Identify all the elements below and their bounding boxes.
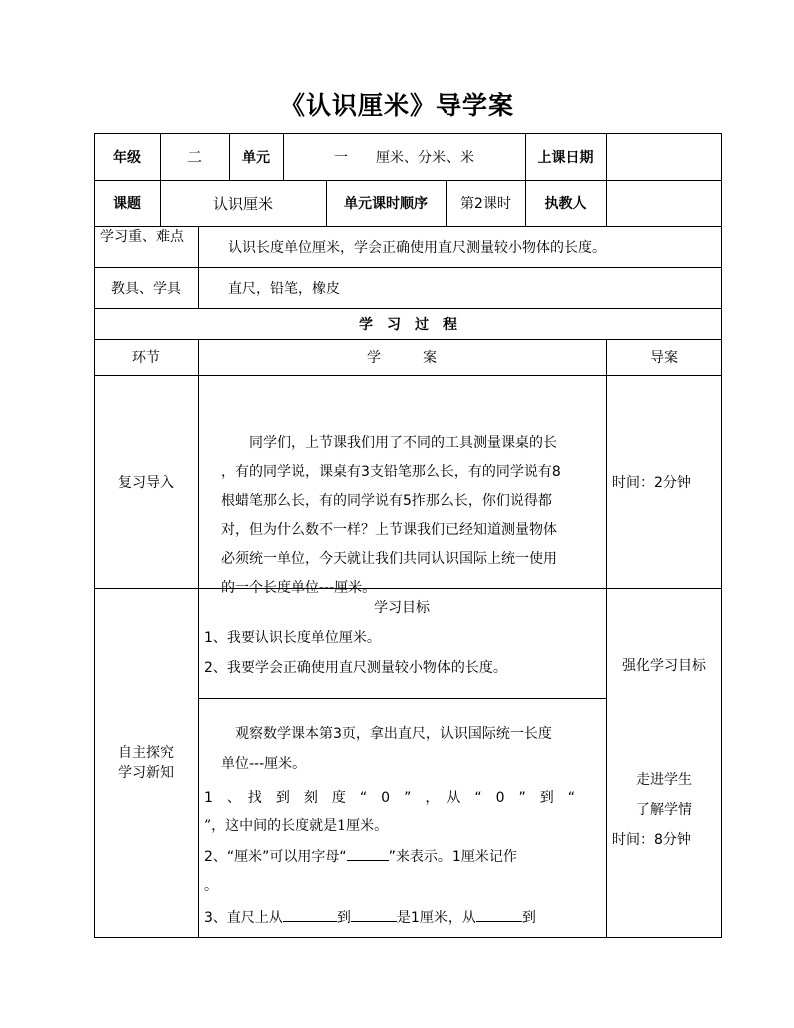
review-guide: 时间：2分钟 [612,474,691,491]
step2-text: 2、“厘米”可以用字母“ [204,849,347,865]
guide-time: 时间：8分钟 [612,832,691,848]
intro-line: 观察数学课本第3页，拿出直尺，认识国际统一长度 [221,726,552,742]
date-value[interactable] [606,133,722,180]
grade-value: 二 [186,148,202,166]
review-line: 对，但为什么数不一样？上节课我们已经知道测量物体 [221,522,557,538]
review-line: ，有的同学说，课桌有3支铅笔那么长，有的同学说有8 [221,464,561,480]
guide-goal: 强化学习目标 [622,658,706,674]
col-divider [198,226,199,308]
answer-blank[interactable] [283,906,337,922]
answer-blank[interactable] [351,906,397,922]
col-header-guide: 导案 [650,350,678,366]
step3-line [204,904,604,933]
goals-title: 学习目标 [374,600,430,616]
focus-value: 认识长度单位厘米，学会正确使用直尺测量较小物体的长度。 [228,239,606,256]
goal-item: 1、我要认识长度单位厘米。 [204,630,381,646]
document-title: 《认识厘米》导学案 [279,91,514,120]
col-header-stage: 环节 [132,350,160,366]
review-stage: 复习导入 [118,474,174,491]
tools-value: 直尺，铅笔，橡皮 [228,280,340,297]
teacher-value[interactable] [606,180,722,226]
section-title: 学 习 过 程 [359,316,457,333]
order-value: 第2课时 [460,196,511,212]
col-divider [198,339,199,938]
step3-text: 是1厘米，从 [396,910,476,926]
step1-line: 1 、 找 到 刻 度 “ 0 ” ， 从 “ 0 ” 到 “ [204,790,575,806]
explore-stage-line: 自主探究 [118,745,174,761]
review-line: 必须统一单位，今天就让我们共同认识国际上统一使用 [221,551,557,567]
col-header-plan: 学 案 [367,350,437,366]
step3-text: 到 [521,910,536,926]
step3-text: 到 [336,910,351,926]
step1-line: ”，这中间的长度就是1厘米。 [204,818,389,834]
grade-label: 年级 [113,149,141,166]
order-label: 单元课时顺序 [344,196,428,212]
review-line: 同学们，上节课我们用了不同的工具测量课桌的长 [221,435,557,451]
row-divider [198,698,606,699]
step3-text: 3、直尺上从 [204,910,283,926]
explore-stage [94,588,198,938]
step2-line: 。 [204,878,218,894]
unit-label: 单元 [242,149,270,166]
focus-label: 学习重、难点 [100,229,184,245]
goal-item: 2、我要学会正确使用直尺测量较小物体的长度。 [204,660,507,676]
date-label: 上课日期 [537,149,594,166]
answer-blank[interactable] [347,845,389,861]
intro-line: 单位---厘米。 [221,756,307,772]
step2-line [204,843,604,872]
topic-value: 认识厘米 [212,194,273,213]
tools-label: 教具、学具 [111,280,181,297]
col-divider [606,339,607,938]
review-paragraph [221,400,606,603]
guide-line: 了解学情 [636,802,692,818]
guide-line: 走进学生 [636,772,692,788]
unit-value: 一 厘米、分米、米 [334,149,474,166]
topic-label: 课题 [113,196,141,212]
answer-blank[interactable] [476,906,522,922]
explore-stage-line: 学习新知 [118,765,174,781]
teacher-label: 执教人 [544,196,587,212]
step2-text: ”来表示。1厘米记作 [388,849,517,865]
review-line: 的一个长度单位---厘米。 [221,580,377,596]
review-line: 根蜡笔那么长，有的同学说有5拃那么长，你们说得都 [221,493,552,509]
